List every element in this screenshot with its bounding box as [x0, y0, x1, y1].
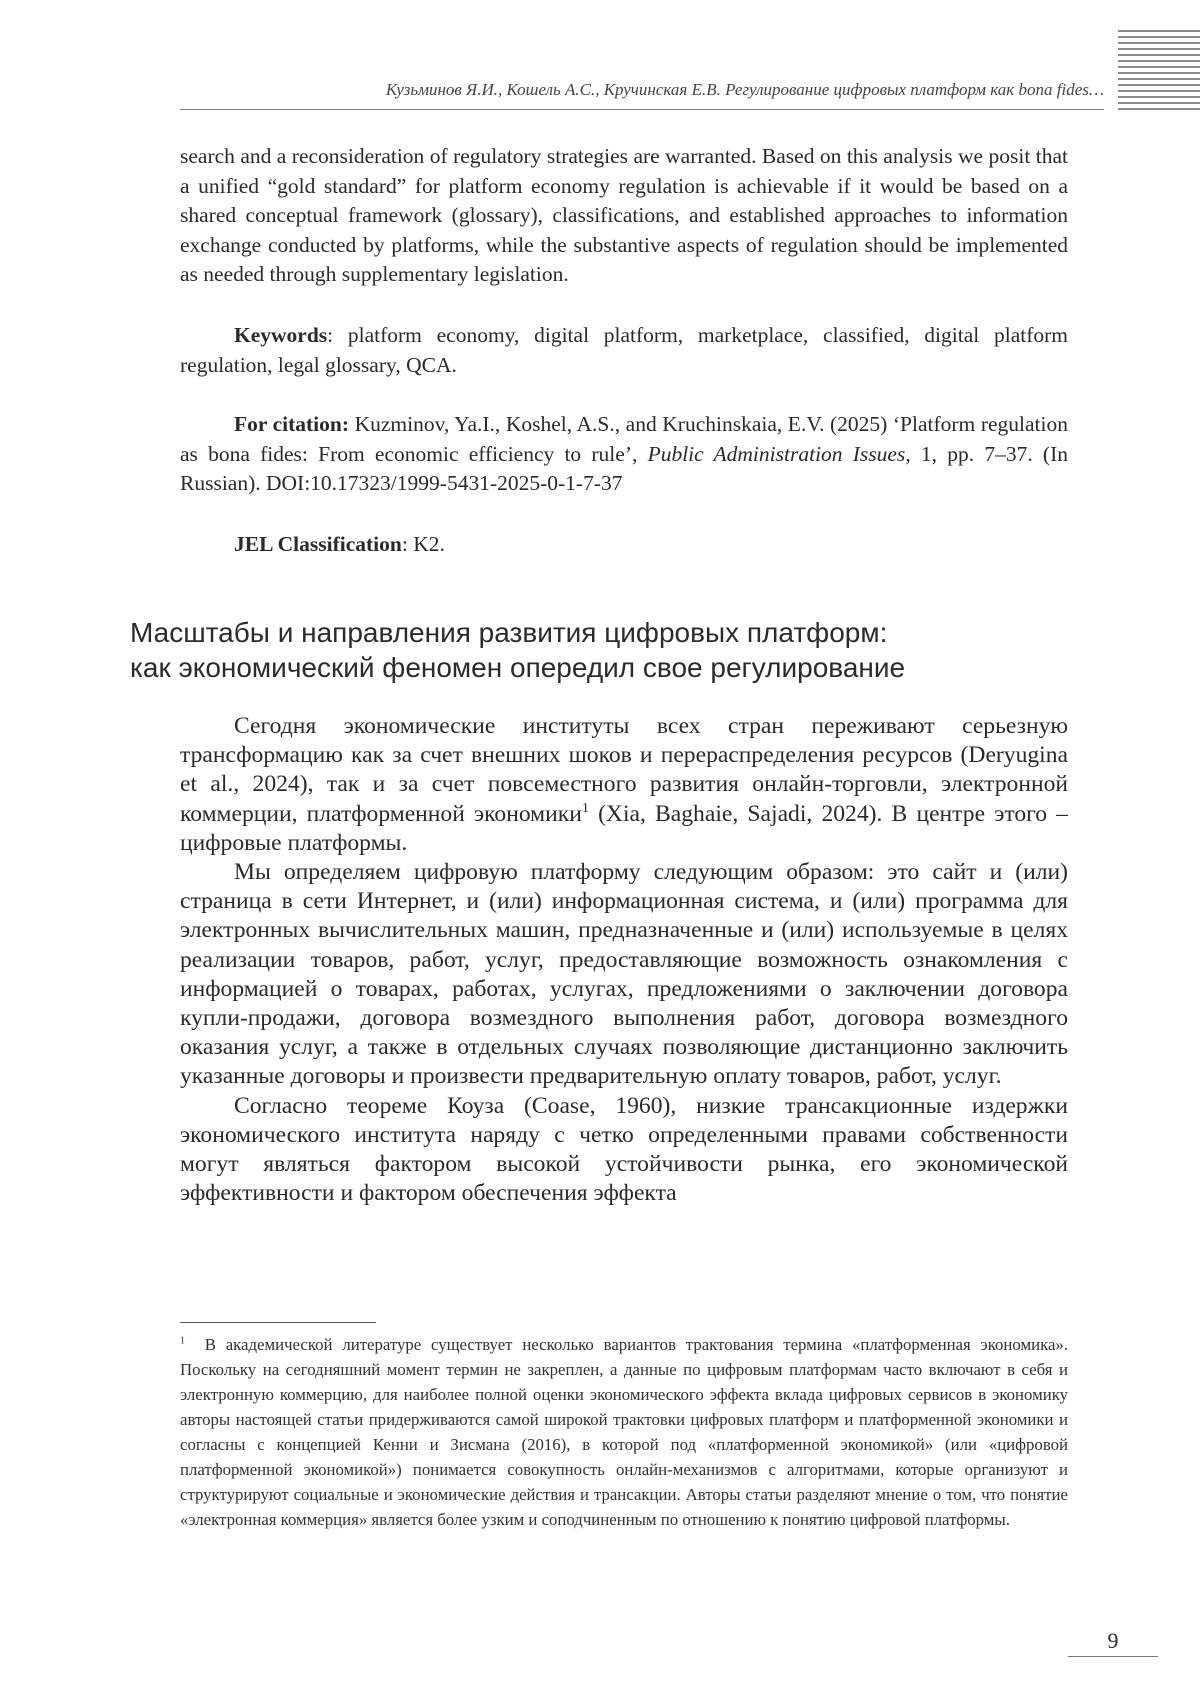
footnote	[180, 1332, 1068, 1532]
jel-label: JEL Classification	[234, 532, 402, 556]
citation-journal: Public Administration Issues	[647, 441, 906, 466]
footnote-reference[interactable]: 1	[581, 799, 589, 816]
section-title	[130, 615, 1110, 685]
body-paragraph-3: Согласно теореме Коуза (Coase, 1960), низкие трансакционные издержки экономического института наряду с четко определенными правами собственности могут являться фактором высокой устойчивости рынка, его экономической эффективности и фактором обеспечения эффекта	[180, 1092, 1068, 1207]
section-title-line-1: Масштабы и направления развития цифровых платформ:	[130, 617, 888, 648]
footnote-rule	[180, 1322, 376, 1323]
jel-paragraph	[180, 530, 1068, 560]
header-rule	[180, 109, 1104, 110]
footnote-text: В академической литературе существует несколько вариантов трактования термина «платформенная экономика». Поскольку на сегодняшний момент термин не закреплен, а данные по цифровым платформам часто включают в себя и электронную коммерцию, для наиболее полной оценки экономического эффекта вклада цифровых сервисов в экономику авторы настоящей статьи придерживаются самой широкой трактовки цифровых платформ и платформенной экономики и согласны с концепцией Кенни и Зисмана (2016), в которой под «платформенной экономикой» (или «цифровой платформенной экономикой») понимается совокупность онлайн-механизмов с алгоритмами, которые организуют и структурируют социальные и экономические действия и трансакции. Авторы статьи разделяют мнение о том, что понятие «электронная коммерция» является более узким и соподчиненным по отношению к понятию цифровой платформы.	[180, 1335, 1069, 1529]
header-stripe-decoration	[1118, 30, 1200, 111]
footnote-number: 1	[180, 1335, 186, 1347]
body-paragraph-1-after: (Xia, Baghaie, Sajadi, 2024). В центре этого – цифровые платформы.	[180, 800, 1068, 856]
jel-text: : K2.	[401, 532, 445, 556]
citation-paragraph	[180, 410, 1068, 499]
body-paragraph-1	[180, 712, 1068, 858]
keywords-label: Keywords	[234, 323, 328, 347]
body-paragraph-2: Мы определяем цифровую платформу следующим образом: это сайт и (или) страница в сети Интернет, и (или) информационная система, и (или) программа для электронных вычислительных машин, предназначенные и (или) используемые в целях реализации товаров, работ, услуг, предоставляющие возможность ознакомления с информацией о товарах, работах, услугах, предложениями о заключении договора купли-продажи, договора возмездного выполнения работ, договора возмездного оказания услуг, а также в отдельных случаях позволяющие дистанционно заключить указанные договоры и произвести предварительную оплату товаров, работ, услуг.	[180, 859, 1068, 1090]
running-header: Кузьминов Я.И., Кошель А.С., Кручинская Е.В. Регулирование цифровых платформ как bona fides…	[385, 80, 1104, 99]
abstract-text: search and a reconsideration of regulatory strategies are warranted. Based on this analysis we posit that a unified “gold standard” for platform economy regulation is achievable if it would be based on a shared conceptual framework (glossary), classifications, and established approaches to information exchange conducted by platforms, while the substantive aspects of regulation should be implemented as needed through supplementary legislation.	[180, 144, 1068, 286]
section-title-line-2: как экономический феномен опередил свое регулирование	[130, 652, 906, 683]
keywords-text: : platform economy, digital platform, marketplace, classified, digital platform regulation, legal glossary, QCA.	[180, 323, 1068, 377]
citation-text-before: Kuzminov, Ya.I., Koshel, A.S., and Kruchinskaia, E.V. (2025) ‘Platform regulation as bona fides: From economic efficiency to rule’,	[180, 412, 1068, 466]
citation-label: For citation:	[234, 412, 350, 436]
citation-text-after: , 1, pp. 7–37. (In Russian). DOI:10.17323/1999-5431-2025-0-1-7-37	[180, 441, 1068, 495]
page-number: 9	[1107, 1628, 1119, 1653]
page-number-rule	[1068, 1656, 1158, 1657]
keywords-paragraph	[180, 321, 1068, 380]
body-paragraph-1-before: Сегодня экономические институты всех стран переживают серьезную трансформацию как за счет внешних шоков и перераспределения ресурсов (Deryugina et al., 2024), так и за счет повсеместного развития онлайн-торговли, электронной коммерции, платформенной экономики	[180, 713, 1068, 827]
body-text	[180, 712, 1068, 1208]
